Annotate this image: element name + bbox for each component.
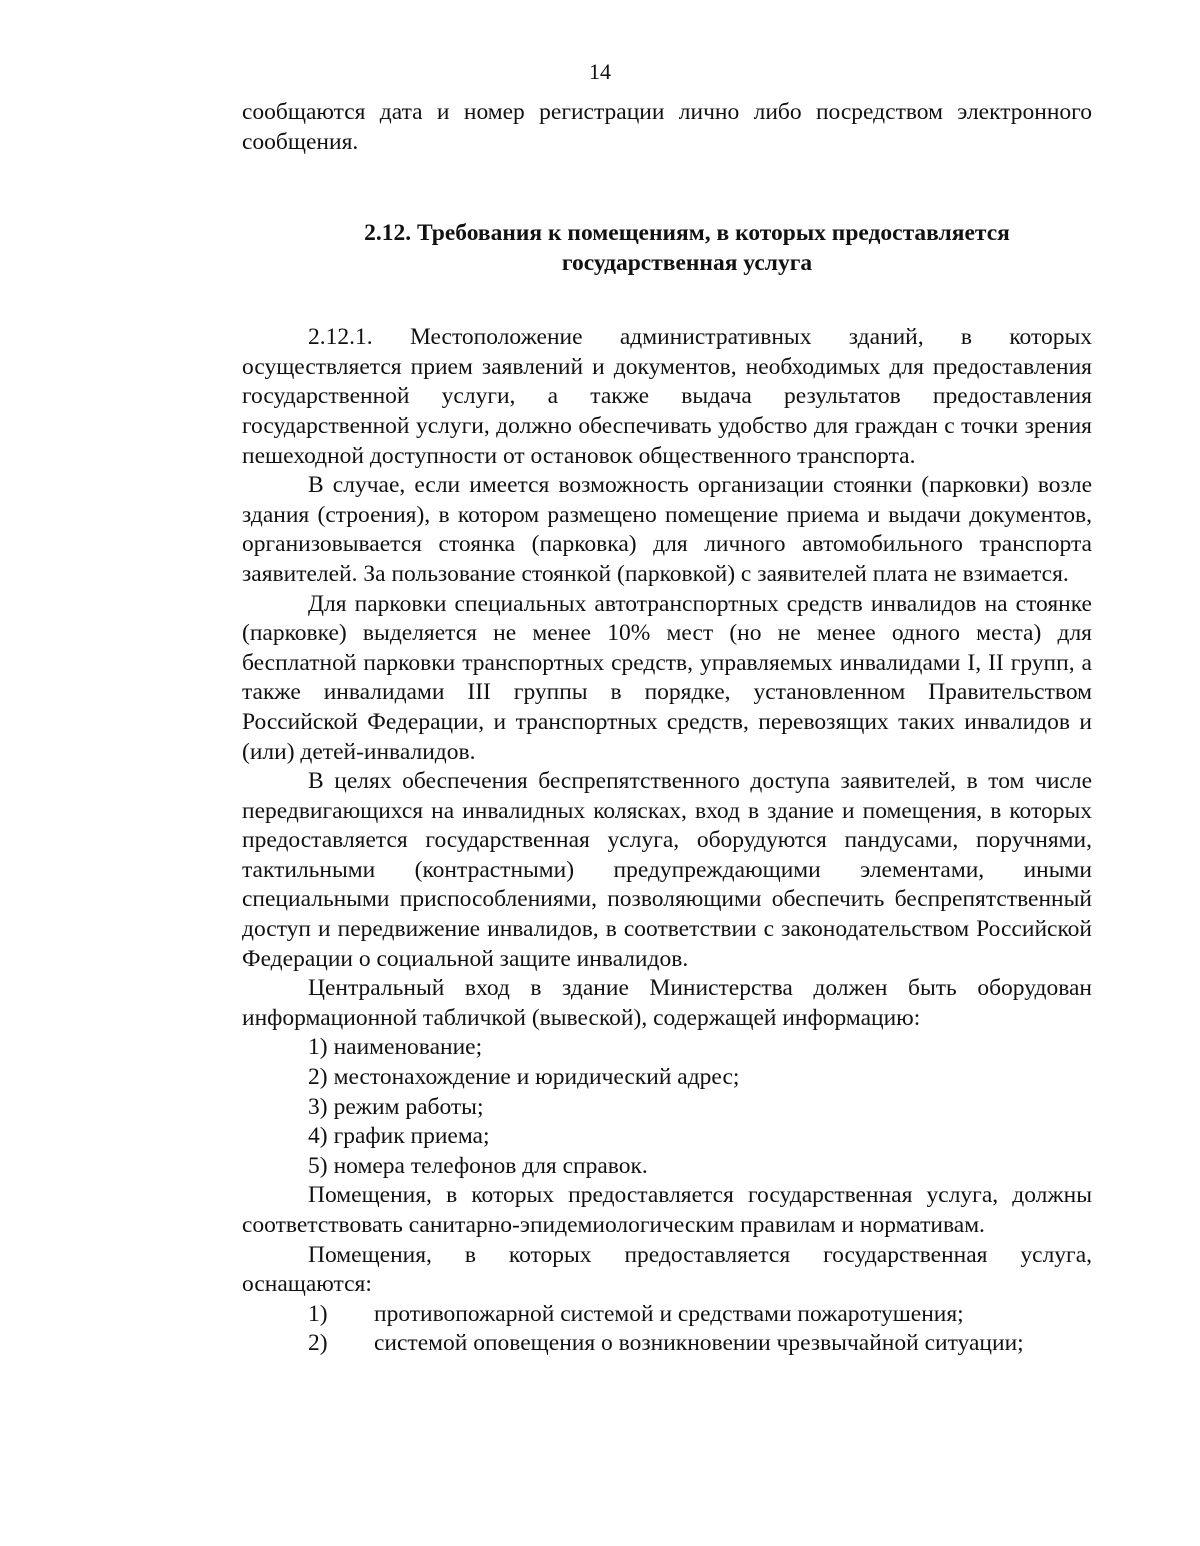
list-item-number: 1) <box>308 1034 328 1061</box>
equipment-list <box>242 1300 1092 1359</box>
sign-info-list <box>242 1033 1092 1181</box>
list-item-text: противопожарной системой и средствами пожаротушения; <box>374 1300 964 1327</box>
intro-paragraph: сообщаются дата и номер регистрации лично либо посредством электронного сообщения. <box>242 99 1092 155</box>
list-item-text: график приема; <box>333 1123 490 1150</box>
list-item-text: номера телефонов для справок. <box>333 1152 648 1179</box>
paragraph-sanitary: Помещения, в которых предоставляется государственная услуга, должны соответствовать санитарно-эпидемиологическим правилам и нормативам. <box>242 1182 1092 1238</box>
list-item <box>242 1033 1092 1063</box>
list-item-text: системой оповещения о возникновении чрезвычайной ситуации; <box>374 1330 1024 1357</box>
paragraph-disabled-parking: Для парковки специальных автотранспортных средств инвалидов на стоянке (парковке) выделяется не менее 10% мест (но не менее одного места) для бесплатной парковки транспортных средств, управляемых инвалидами I, II групп, а также инвалидами III группы в порядке, установленном Правительством Российской Федерации, и транспортных средств, перевозящих таких инвалидов и (или) детей-инвалидов. <box>242 590 1092 765</box>
paragraph-parking: В случае, если имеется возможность организации стоянки (парковки) возле здания (строения), в котором размещено помещение приема и выдачи документов, организовывается стоянка (парковка) для личного автомобильного транспорта заявителей. За пользование стоянкой (парковкой) с заявителей плата не взимается. <box>242 472 1092 587</box>
paragraph-location: 2.12.1. Местоположение административных зданий, в которых осуществляется прием заявлений и документов, необходимых для предоставления государственной услуги, а также выдача результатов предоставления государственной услуги, должно обеспечивать удобство для граждан с точки зрения пешеходной доступности от остановок общественного транспорта. <box>242 324 1092 469</box>
paragraph-equipment: Помещения, в которых предоставляется государственная услуга, оснащаются: <box>242 1241 1092 1298</box>
list-item-text: наименование; <box>333 1034 483 1061</box>
list-item <box>242 1329 1092 1359</box>
list-item-number: 5) <box>308 1152 328 1179</box>
list-item-text: местонахождение и юридический адрес; <box>333 1064 740 1091</box>
list-item-number: 1) <box>308 1300 328 1327</box>
section-heading <box>242 218 1092 278</box>
list-item-number: 2) <box>308 1064 328 1091</box>
paragraph-accessibility: В целях обеспечения беспрепятственного доступа заявителей, в том числе передвигающихся на инвалидных колясках, вход в здание и помещения, в которых предоставляется государственная услуга, оборудуются пандусами, поручнями, тактильными (контрастными) предупреждающими элементами, иными специальными приспособлениями, позволяющими обеспечить беспрепятственный доступ и передвижение инвалидов, в соответствии с законодательством Российской Федерации о социальной защите инвалидов. <box>242 768 1092 972</box>
list-item <box>242 1300 1092 1330</box>
document-body <box>242 98 1092 1359</box>
list-item-text: режим работы; <box>333 1093 484 1120</box>
list-item-number: 4) <box>308 1123 328 1150</box>
page-number: 14 <box>589 59 611 84</box>
list-item <box>242 1063 1092 1093</box>
list-item-number: 2) <box>308 1330 328 1357</box>
section-heading-line-1: 2.12. Требования к помещениям, в которых предоставляется <box>364 220 1010 247</box>
paragraph-entrance-sign: Центральный вход в здание Министерства должен быть оборудован информационной табличкой (вывеской), содержащей информацию: <box>242 975 1092 1031</box>
list-item <box>242 1152 1092 1182</box>
list-item <box>242 1122 1092 1152</box>
list-item <box>242 1093 1092 1123</box>
list-item-number: 3) <box>308 1093 328 1120</box>
section-heading-line-2: государственная услуга <box>561 250 813 277</box>
